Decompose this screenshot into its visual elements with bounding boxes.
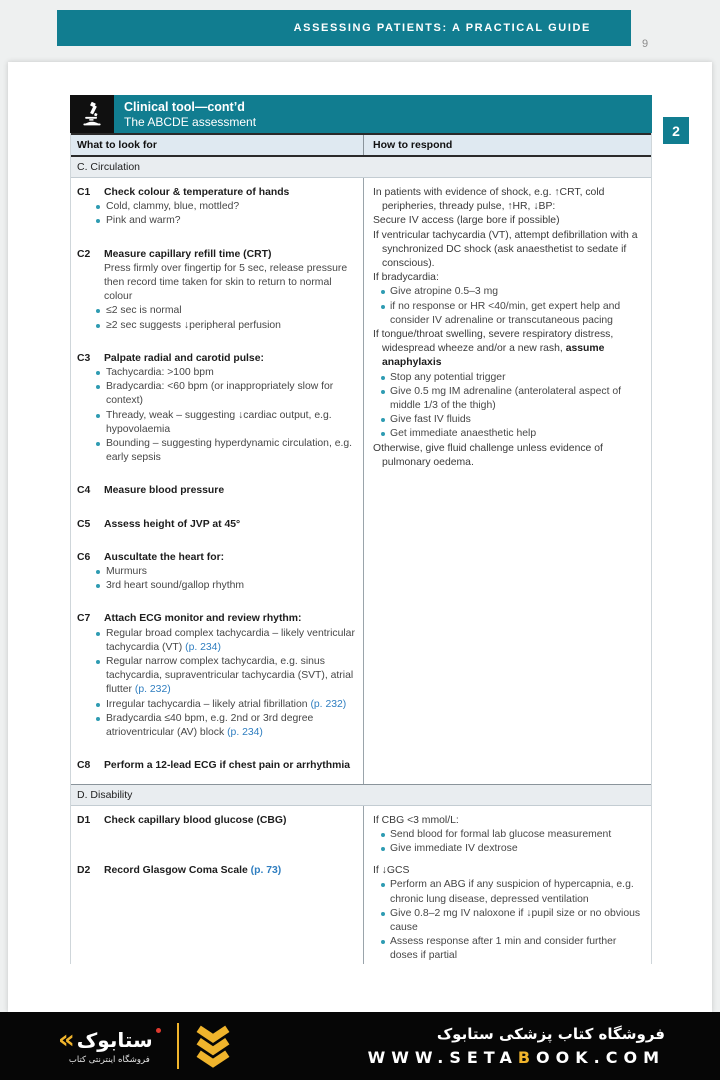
page-ref-link[interactable]: (p. 232) (134, 684, 171, 696)
table-sections (71, 157, 651, 964)
brand-tagline: فروشگاه اینترنتی کتاب (68, 1054, 150, 1065)
bullet-item (96, 627, 355, 655)
assessment-item (77, 759, 355, 773)
bullet-item (96, 565, 355, 579)
response-cell (364, 856, 651, 963)
tool-title: Clinical tool—cont’d (124, 100, 245, 114)
response-line (373, 229, 645, 272)
item-title-line (104, 759, 355, 773)
table-row (71, 178, 651, 784)
lookfor-cell (71, 178, 364, 784)
bullet-item (96, 304, 355, 318)
footer-title-fa: فروشگاه کتاب پزشکی ستابوک (436, 1025, 665, 1043)
response-line (373, 271, 645, 285)
bullet-item (96, 579, 355, 593)
item-code: D2 (77, 865, 91, 877)
brand-name: ستابوک (76, 1027, 153, 1052)
table-body (70, 133, 652, 964)
item-title-line (104, 248, 355, 262)
response-line (373, 371, 645, 385)
response-line (373, 300, 645, 328)
response-text: Get immediate anaesthetic help (390, 428, 537, 440)
chapter-tab: 2 (663, 117, 689, 144)
clinical-tool-table (70, 95, 652, 964)
response-line (373, 442, 645, 470)
bullet-item (96, 214, 355, 228)
bullet-item (96, 366, 355, 380)
bullet-text: Thready, weak – suggesting ↓cardiac output, e.g. hypovolaemia (106, 409, 332, 435)
column-header-respond: How to respond (373, 139, 453, 151)
brand-logo[interactable] (58, 1024, 161, 1065)
item-title-line (104, 518, 355, 532)
bullet-text: Bradycardia ≤40 bpm, e.g. 2nd or 3rd degree atrioventricular (AV) block (106, 712, 314, 739)
response-text: Assess response after 1 min and consider further doses if partial (390, 936, 617, 962)
response-text: Secure IV access (large bore if possible) (373, 215, 560, 227)
response-line (373, 907, 645, 935)
item-title: Assess height of JVP at 45° (104, 518, 241, 530)
response-line (373, 878, 645, 906)
response-text: Give immediate IV dextrose (390, 842, 518, 854)
response-text: Stop any potential trigger (390, 371, 506, 383)
bullet-text: Tachycardia: >100 bpm (106, 367, 214, 379)
item-title: Perform a 12-lead ECG if chest pain or arrhythmia (104, 760, 350, 772)
bullet-text: Pink and warm? (106, 215, 181, 227)
response-line (373, 328, 645, 371)
response-line (373, 935, 645, 963)
item-code: C6 (77, 551, 91, 563)
running-header (57, 10, 631, 46)
section-heading: C. Circulation (71, 157, 651, 178)
lookfor-cell (71, 856, 364, 963)
item-title: Check capillary blood glucose (CBG) (104, 814, 287, 826)
item-title: Check colour & temperature of hands (104, 187, 290, 198)
response-text: If CBG <3 mmol/L: (373, 814, 459, 826)
assessment-item (77, 186, 355, 229)
website-url[interactable] (368, 1048, 665, 1067)
bullet-text: Bounding – suggesting hyperdynamic circulation, e.g. early sepsis (106, 438, 353, 464)
page-ref-link[interactable]: (p. 234) (185, 641, 221, 653)
response-text: If tongue/throat swelling, severe respiratory distress, widespread wheeze and/or a new rash, (373, 329, 614, 355)
response-text: Give fast IV fluids (390, 414, 471, 426)
table-row (71, 856, 651, 963)
response-cell (364, 806, 651, 857)
bullet-text: Bradycardia: <60 bpm (or inappropriately slow for context) (106, 381, 334, 407)
response-text: Give 0.5 mg IM adrenaline (anterolateral aspect of middle 1/3 of the thigh) (390, 385, 622, 412)
item-title: Measure blood pressure (104, 485, 225, 497)
bullet-item (96, 655, 355, 698)
tool-header-band (70, 95, 652, 133)
item-title-line (104, 814, 355, 828)
response-text: If ↓GCS (373, 865, 410, 877)
bullet-text: 3rd heart sound/gallop rhythm (106, 580, 245, 592)
bullet-text: Murmurs (106, 566, 147, 578)
column-header-row (71, 133, 651, 157)
tool-subtitle: The ABCDE assessment (124, 115, 257, 129)
response-cell (364, 178, 651, 784)
response-line (373, 864, 645, 878)
response-line (373, 285, 645, 299)
bullet-item (96, 380, 355, 408)
page-ref-link[interactable]: (p. 232) (310, 698, 347, 710)
bullet-item (96, 200, 355, 214)
bullet-item (96, 712, 355, 740)
item-title: Auscultate the heart for: (104, 551, 225, 563)
assessment-item (77, 864, 355, 878)
tool-titles (114, 99, 256, 129)
assessment-item (77, 484, 355, 498)
response-text: In patients with evidence of shock, e.g. ↑CRT, cold peripheries, thready pulse, ↑HR, ↓BP: (373, 187, 605, 213)
assessment-item (77, 518, 355, 532)
response-text: Perform an ABG if any suspicion of hypercapnia, e.g. chronic lung disease, depressed ventilation (390, 879, 634, 905)
response-line (373, 413, 645, 427)
item-title-line (104, 551, 355, 565)
assessment-item (77, 551, 355, 594)
bullet-text: Regular broad complex tachycardia – likely ventricular tachycardia (VT) (106, 627, 355, 653)
bullet-item (96, 409, 355, 437)
column-header-lookfor: What to look for (71, 135, 364, 155)
item-title: Palpate radial and carotid pulse: (104, 352, 264, 364)
assessment-item (77, 612, 355, 740)
assessment-item (77, 814, 355, 828)
footer-bar (0, 1012, 720, 1080)
bullet-text: Regular narrow complex tachycardia, e.g. sinus tachycardia, supraventricular tachycardia (SVT), atrial flutter (106, 656, 354, 696)
brand-row (58, 1024, 161, 1055)
response-line (373, 186, 645, 214)
item-code: C5 (77, 518, 91, 530)
response-line (373, 842, 645, 856)
url-suffix: OOK.COM (536, 1048, 665, 1067)
url-highlight: B (517, 1048, 537, 1067)
item-code: C4 (77, 485, 91, 497)
page-number: 9 (642, 38, 649, 50)
response-line (373, 427, 645, 441)
microscope-icon (70, 95, 114, 133)
response-line (373, 214, 645, 228)
bullet-text: ≥2 sec suggests ↓peripheral perfusion (106, 319, 281, 331)
response-line (373, 385, 645, 413)
item-title-line (104, 864, 355, 878)
response-text: Give atropine 0.5–3 mg (390, 286, 499, 298)
item-title-line (104, 612, 355, 626)
response-line (373, 814, 645, 828)
assessment-item (77, 352, 355, 466)
footer-right (368, 1025, 665, 1067)
lookfor-cell (71, 806, 364, 857)
item-title-line (104, 484, 355, 498)
bullet-item (96, 698, 355, 712)
stacked-chevrons-icon (177, 1023, 234, 1069)
item-code: C7 (77, 613, 91, 625)
item-title: Attach ECG monitor and review rhythm: (104, 613, 302, 625)
running-header-title: ASSESSING PATIENTS: A PRACTICAL GUIDE (293, 22, 591, 34)
item-title-line (104, 352, 355, 366)
page (8, 62, 712, 1012)
brand-chevrons-icon: « (58, 1024, 75, 1055)
item-description: Press firmly over fingertip for 5 sec, release pressure then record time taken for skin to return to normal colour (104, 262, 348, 303)
bullet-item (96, 437, 355, 465)
item-code: C8 (77, 760, 91, 772)
response-line (373, 828, 645, 842)
page-ref-link[interactable]: (p. 73) (250, 865, 282, 877)
bullet-text: ≤2 sec is normal (106, 305, 182, 317)
response-text: Otherwise, give fluid challenge unless evidence of pulmonary oedema. (373, 442, 603, 468)
item-code: C2 (77, 248, 91, 260)
item-code: C1 (77, 187, 91, 198)
item-code: C3 (77, 352, 91, 364)
bullet-item (96, 319, 355, 333)
url-prefix: WWW.SETA (367, 1048, 518, 1067)
assessment-item (77, 248, 355, 333)
table-row (71, 806, 651, 857)
response-text: If ventricular tachycardia (VT), attempt defibrillation with a synchronized DC shock (ask anaesthetist to sedate if conscious). (373, 229, 638, 270)
response-text: If bradycardia: (373, 272, 439, 284)
response-text: if no response or HR <40/min, get expert help and consider IV adrenaline or transcutaneous pacing (390, 300, 621, 326)
item-title: Record Glasgow Coma Scale (104, 865, 251, 877)
section-heading: D. Disability (71, 784, 651, 806)
brand-dot (156, 1028, 161, 1033)
item-title: Measure capillary refill time (CRT) (104, 248, 272, 260)
item-code: D1 (77, 814, 91, 826)
response-text: Send blood for formal lab glucose measurement (390, 828, 612, 840)
response-text: Give 0.8–2 mg IV naloxone if ↓pupil size or no obvious cause (390, 907, 641, 933)
response-emphasis: assume anaphylaxis (382, 343, 605, 369)
bullet-text: Cold, clammy, blue, mottled? (106, 201, 240, 213)
page-ref-link[interactable]: (p. 234) (227, 727, 263, 739)
bullet-text: Irregular tachycardia – likely atrial fibrillation (106, 698, 311, 710)
item-title-line (104, 186, 355, 200)
